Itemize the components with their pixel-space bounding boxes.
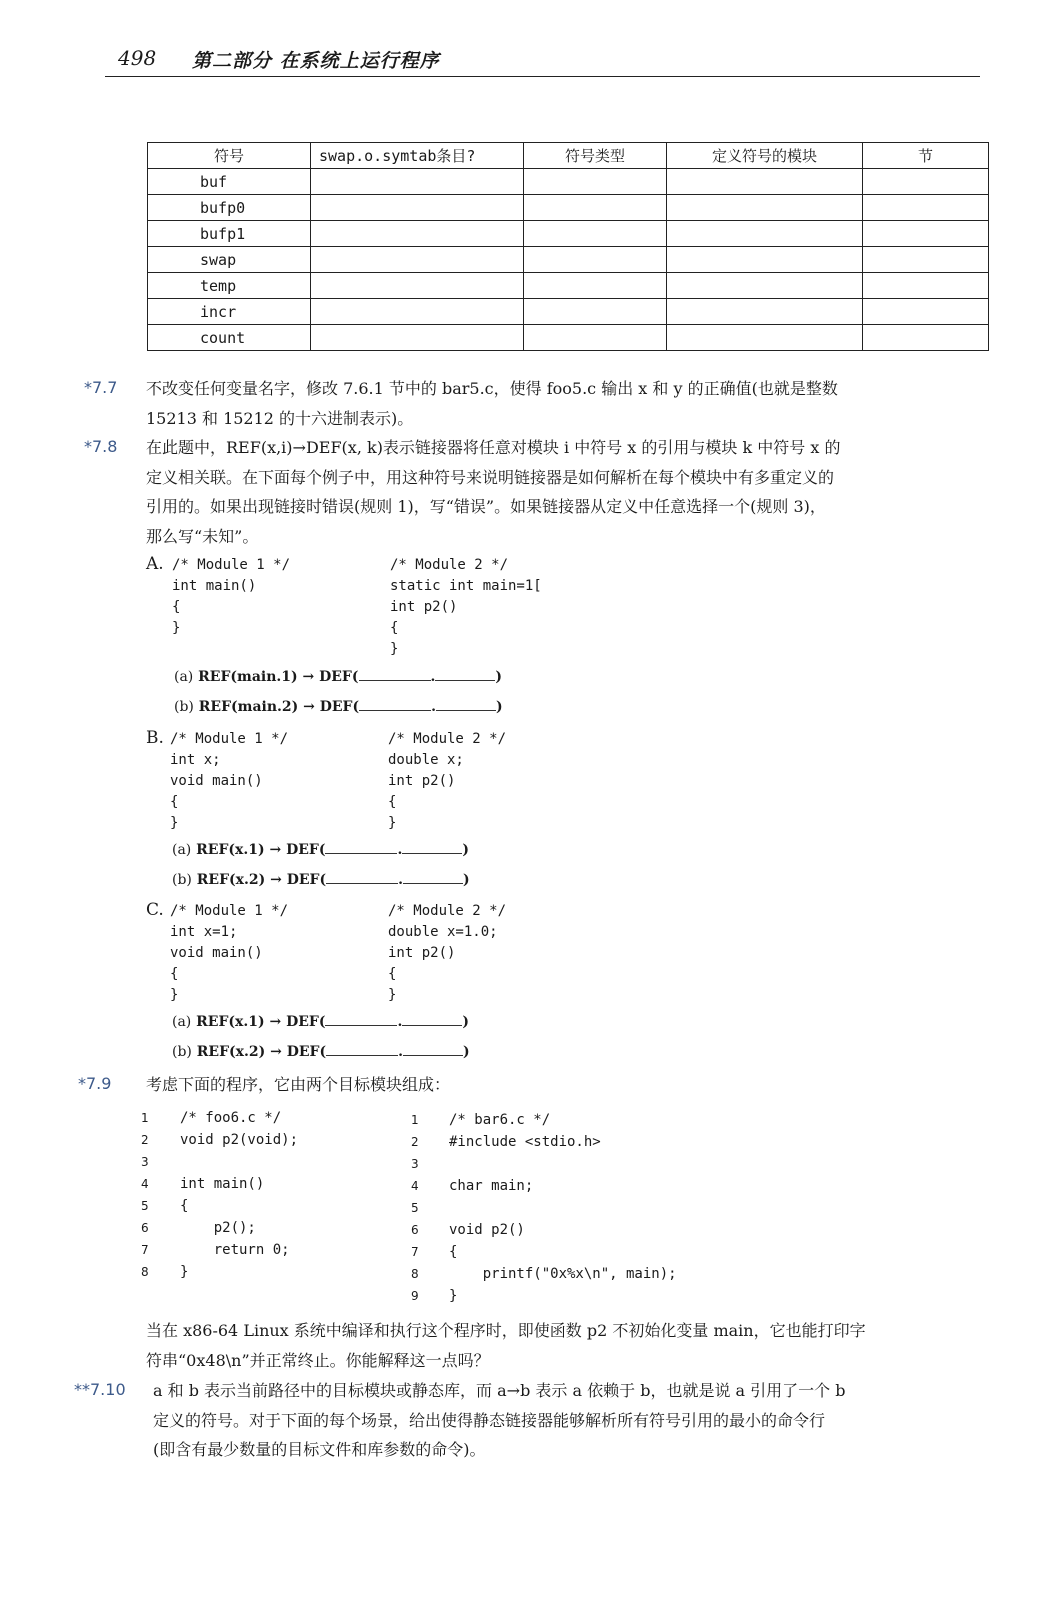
- ref-dot: .: [398, 1044, 403, 1060]
- exercise-7-10-line: 定义的符号。对于下面的每个场景，给出使得静态链接器能够解析所有符号引用的最小的命令行: [153, 1410, 826, 1430]
- ref-text: REF(main.1) → DEF(: [198, 669, 359, 685]
- page-number: 498: [118, 46, 157, 70]
- ref-dot: .: [397, 842, 403, 858]
- case-a-label: A.: [146, 554, 164, 574]
- code-line: {: [390, 620, 399, 636]
- exercise-7-8-text: [146, 433, 982, 551]
- ref-line: [172, 872, 470, 888]
- table-cell-blank: [667, 325, 863, 351]
- line-number: 7: [141, 1243, 149, 1257]
- exercise-7-8-line: 那么写“未知”。: [146, 526, 259, 546]
- code-line: /* Module 1 */: [170, 731, 289, 747]
- ref-text: REF(x.2) → DEF(: [196, 1044, 327, 1060]
- ref-label: (b): [172, 1044, 192, 1060]
- ref-text: REF(x.2) → DEF(: [196, 872, 327, 888]
- exercise-7-9-line: 符串“0x48\n”并正常终止。你能解释这一点吗？: [146, 1350, 490, 1370]
- table-cell-blank: [311, 247, 524, 273]
- ref-label: (b): [172, 872, 192, 888]
- code-line: return 0;: [180, 1242, 290, 1258]
- line-number: 1: [411, 1113, 419, 1127]
- line-number: 9: [411, 1289, 419, 1303]
- code-line: {: [388, 794, 397, 810]
- table-cell-blank: [863, 325, 989, 351]
- line-number: 2: [141, 1133, 149, 1147]
- ref-line: [174, 699, 503, 715]
- table-cell-symbol: bufp0: [148, 195, 311, 221]
- case-c-label: C.: [146, 900, 164, 920]
- exercise-7-9-question: [146, 1316, 982, 1375]
- answer-blank[interactable]: [326, 1045, 398, 1056]
- answer-blank[interactable]: [402, 843, 462, 854]
- exercise-7-7-line: 不改变任何变量名字，修改 7.6.1 节中的 bar5.c，使得 foo5.c 输出 x 和 y 的正确值(也就是整数: [146, 379, 838, 398]
- table-row: [148, 273, 989, 299]
- ref-close: ): [462, 872, 470, 888]
- code-line: /* Module 2 */: [388, 731, 507, 747]
- table-row: [148, 195, 989, 221]
- table-header-symtab-entry: swap.o.symtab条目?: [311, 143, 524, 169]
- ref-text: REF(x.1) → DEF(: [196, 1014, 326, 1030]
- code-line: void main(): [170, 945, 263, 961]
- table-cell-blank: [524, 195, 667, 221]
- exercise-7-8-line: 定义相关联。在下面每个例子中，用这种符号来说明链接器是如何解析在每个模块中有多重定义的: [146, 467, 835, 487]
- table-cell-blank: [311, 325, 524, 351]
- table-cell-blank: [524, 273, 667, 299]
- code-line: int main(): [172, 578, 257, 594]
- answer-blank[interactable]: [436, 700, 496, 711]
- table-cell-blank: [311, 299, 524, 325]
- answer-blank[interactable]: [403, 873, 463, 884]
- table-cell-blank: [524, 299, 667, 325]
- table-cell-symbol: buf: [148, 169, 311, 195]
- line-number: 5: [141, 1199, 149, 1213]
- answer-blank[interactable]: [325, 1015, 397, 1026]
- code-line: static int main=1[: [390, 578, 542, 594]
- ref-close: ): [495, 669, 502, 685]
- code-line: }: [388, 987, 397, 1003]
- ref-label: (a): [172, 1014, 192, 1030]
- code-line: }: [390, 641, 399, 657]
- code-line: double x=1.0;: [388, 924, 498, 940]
- code-line: {: [449, 1244, 458, 1260]
- ref-dot: .: [398, 872, 403, 888]
- exercise-7-7-line: 15213 和 15212 的十六进制表示)。: [146, 408, 414, 428]
- code-line: }: [172, 620, 181, 636]
- table-cell-blank: [311, 221, 524, 247]
- table-cell-blank: [863, 221, 989, 247]
- ref-label: (a): [172, 842, 192, 858]
- table-header-row: [148, 143, 989, 169]
- code-line: /* Module 1 */: [170, 903, 289, 919]
- answer-blank[interactable]: [326, 873, 398, 884]
- line-number: 3: [141, 1155, 149, 1169]
- table-cell-blank: [667, 299, 863, 325]
- exercise-7-8-line: 在此题中，REF(x,i)→DEF(x, k)表示链接器将任意对模块 i 中符号 x 的引用与模块 k 中符号 x 的: [146, 438, 841, 457]
- ref-close: ): [462, 1014, 469, 1030]
- code-line: int p2(): [388, 945, 456, 961]
- ref-line: [172, 1014, 469, 1030]
- case-b-label: B.: [146, 728, 164, 748]
- code-line: int p2(): [388, 773, 456, 789]
- code-line: #include <stdio.h>: [449, 1134, 601, 1150]
- table-cell-blank: [667, 247, 863, 273]
- line-number: 3: [411, 1157, 419, 1171]
- code-line: /* Module 2 */: [390, 557, 509, 573]
- table-cell-blank: [667, 221, 863, 247]
- exercise-number-7-8: *7.8: [84, 437, 118, 456]
- table-cell-blank: [311, 273, 524, 299]
- ref-text: REF(main.2) → DEF(: [198, 699, 360, 715]
- line-number: 1: [141, 1111, 149, 1125]
- code-line: {: [170, 966, 179, 982]
- table-cell-blank: [863, 299, 989, 325]
- code-line: char main;: [449, 1178, 534, 1194]
- line-number: 6: [141, 1221, 149, 1235]
- line-number: 6: [411, 1223, 419, 1237]
- table-cell-symbol: swap: [148, 247, 311, 273]
- table-cell-blank: [524, 221, 667, 247]
- chapter-title: 第二部分 在系统上运行程序: [192, 50, 440, 72]
- answer-blank[interactable]: [359, 700, 431, 711]
- answer-blank[interactable]: [325, 843, 397, 854]
- code-line: void p2(): [449, 1222, 525, 1238]
- table-cell-blank: [863, 273, 989, 299]
- code-line: /* Module 1 */: [172, 557, 291, 573]
- table-cell-blank: [667, 273, 863, 299]
- exercise-7-9-intro: 考虑下面的程序，它由两个目标模块组成：: [146, 1075, 451, 1094]
- answer-blank[interactable]: [359, 670, 431, 681]
- table-cell-symbol: bufp1: [148, 221, 311, 247]
- line-number: 4: [411, 1179, 419, 1193]
- ref-close: ): [462, 842, 469, 858]
- table-row: [148, 221, 989, 247]
- code-line: int x=1;: [170, 924, 238, 940]
- code-line: /* bar6.c */: [449, 1112, 551, 1128]
- table-header-symbol-type: 符号类型: [524, 143, 667, 169]
- table-cell-blank: [311, 195, 524, 221]
- ref-dot: .: [397, 1014, 403, 1030]
- table-cell-blank: [667, 169, 863, 195]
- code-line: /* foo6.c */: [180, 1110, 282, 1126]
- exercise-7-10-line: a 和 b 表示当前路径中的目标模块或静态库，而 a→b 表示 a 依赖于 b，也就是说 a 引用了一个 b: [153, 1381, 846, 1400]
- ref-line: [174, 669, 502, 685]
- answer-blank[interactable]: [435, 670, 495, 681]
- code-line: {: [180, 1198, 189, 1214]
- ref-line: [172, 1044, 470, 1060]
- table-row: [148, 299, 989, 325]
- code-line: }: [180, 1264, 189, 1280]
- table-cell-blank: [524, 325, 667, 351]
- table-cell-blank: [311, 169, 524, 195]
- code-line: int p2(): [390, 599, 458, 615]
- table-cell-symbol: temp: [148, 273, 311, 299]
- answer-blank[interactable]: [403, 1045, 463, 1056]
- ref-label: (a): [174, 669, 194, 685]
- table-cell-blank: [863, 169, 989, 195]
- table-cell-blank: [524, 169, 667, 195]
- ref-text: REF(x.1) → DEF(: [196, 842, 326, 858]
- symbol-table: [147, 142, 989, 351]
- ref-close: ): [495, 699, 503, 715]
- table-row: [148, 325, 989, 351]
- code-line: /* Module 2 */: [388, 903, 507, 919]
- exercise-7-9-line: 当在 x86-64 Linux 系统中编译和执行这个程序时，即使函数 p2 不初始化变量 main，它也能打印字: [146, 1321, 866, 1340]
- table-header-section: 节: [863, 143, 989, 169]
- code-line: int x;: [170, 752, 221, 768]
- line-number: 7: [411, 1245, 419, 1259]
- code-line: }: [449, 1288, 458, 1304]
- table-cell-symbol: count: [148, 325, 311, 351]
- code-line: void p2(void);: [180, 1132, 299, 1148]
- table-header-defining-module: 定义符号的模块: [667, 143, 863, 169]
- table-cell-blank: [863, 247, 989, 273]
- table-cell-symbol: incr: [148, 299, 311, 325]
- code-line: int main(): [180, 1176, 265, 1192]
- code-line: }: [170, 987, 179, 1003]
- code-line: printf("0x%x\n", main);: [449, 1266, 677, 1282]
- line-number: 2: [411, 1135, 419, 1149]
- exercise-number-7-10: **7.10: [74, 1380, 126, 1399]
- line-number: 5: [411, 1201, 419, 1215]
- answer-blank[interactable]: [402, 1015, 462, 1026]
- ref-dot: .: [431, 699, 436, 715]
- table-cell-blank: [667, 195, 863, 221]
- table-row: [148, 247, 989, 273]
- exercise-7-10-line: (即含有最少数量的目标文件和库参数的命令)。: [153, 1440, 486, 1460]
- table-row: [148, 169, 989, 195]
- ref-line: [172, 842, 469, 858]
- code-line: }: [388, 815, 397, 831]
- code-line: void main(): [170, 773, 263, 789]
- exercise-number-7-9: *7.9: [78, 1074, 112, 1093]
- code-line: {: [172, 599, 181, 615]
- code-line: p2();: [180, 1220, 256, 1236]
- code-line: {: [388, 966, 397, 982]
- code-line: {: [170, 794, 179, 810]
- header-rule: [105, 76, 980, 77]
- exercise-number-7-7: *7.7: [84, 378, 118, 397]
- exercise-7-7-text: [146, 374, 982, 433]
- exercise-7-8-line: 引用的。如果出现链接时错误(规则 1)，写“错误”。如果链接器从定义中任意选择一个(规则 3)，: [146, 497, 826, 517]
- ref-dot: .: [430, 669, 436, 685]
- line-number: 4: [141, 1177, 149, 1191]
- code-line: double x;: [388, 752, 464, 768]
- ref-close: ): [462, 1044, 470, 1060]
- exercise-7-10-text: [153, 1376, 981, 1465]
- line-number: 8: [411, 1267, 419, 1281]
- table-cell-blank: [524, 247, 667, 273]
- ref-label: (b): [174, 699, 194, 715]
- table-header-symbol: 符号: [148, 143, 311, 169]
- line-number: 8: [141, 1265, 149, 1279]
- table-cell-blank: [863, 195, 989, 221]
- code-line: }: [170, 815, 179, 831]
